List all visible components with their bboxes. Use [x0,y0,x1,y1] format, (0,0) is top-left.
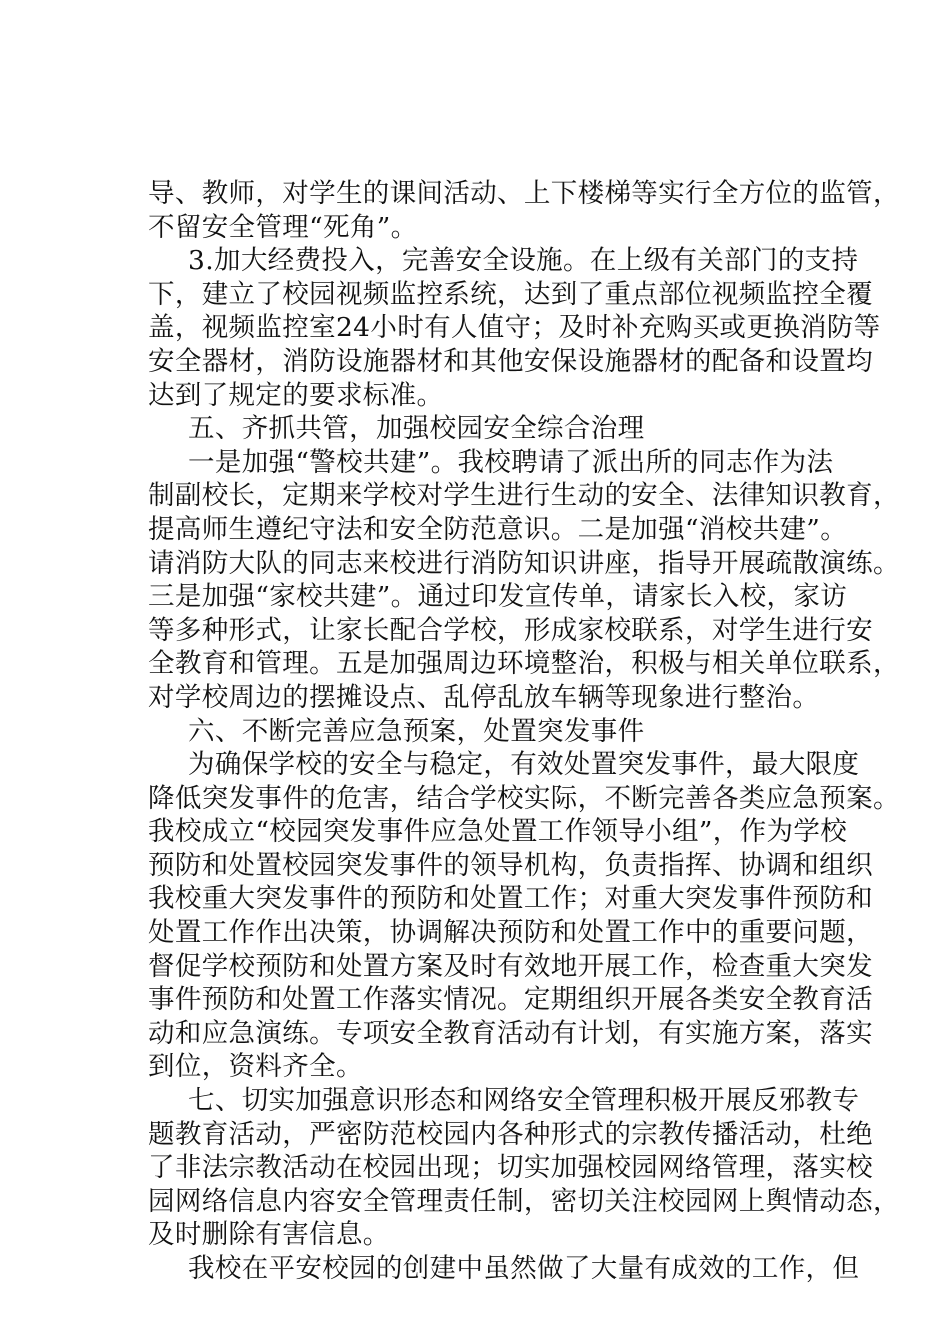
text-line: 园网络信息内容安全管理责任制，密切关注校园网上舆情动态， [148,1185,900,1217]
text-line: 制副校长，定期来学校对学生进行生动的安全、法律知识教育， [148,480,900,512]
text-line: 五、齐抓共管，加强校园安全综合治理 [188,413,645,445]
text-line: 到位，资料齐全。 [148,1051,363,1083]
text-line: 不留安全管理“死角”。 [148,211,418,243]
text-line: 六、不断完善应急预案，处置突发事件 [188,715,645,747]
text-line: 我校重大突发事件的预防和处置工作；对重大突发事件预防和 [148,883,873,915]
text-line: 全教育和管理。五是加强周边环境整治，积极与相关单位联系， [148,648,900,680]
text-line: 下，建立了校园视频监控系统，达到了重点部位视频监控全覆 [148,278,873,310]
text-line: 3.加大经费投入，完善安全设施。在上级有关部门的支持 [188,245,859,277]
text-line: 安全器材，消防设施器材和其他安保设施器材的配备和设置均 [148,345,873,377]
text-line: 题教育活动，严密防范校园内各种形式的宗教传播活动，杜绝 [148,1118,873,1150]
text-line: 预防和处置校园突发事件的领导机构，负责指挥、协调和组织 [148,849,873,881]
text-line: 为确保学校的安全与稳定，有效处置突发事件，最大限度 [188,749,860,781]
text-line: 提高师生遵纪守法和安全防范意识。二是加强“消校共建”。 [148,513,848,545]
text-line: 我校成立“校园突发事件应急处置工作领导小组”，作为学校 [148,816,848,848]
text-line: 盖，视频监控室24小时有人值守；及时补充购买或更换消防等 [148,312,881,344]
text-line: 降低突发事件的危害，结合学校实际，不断完善各类应急预案。 [148,782,900,814]
text-line: 等多种形式，让家长配合学校，形成家校联系，对学生进行安 [148,614,873,646]
text-line: 处置工作作出决策，协调解决预防和处置工作中的重要问题， [148,917,873,949]
text-line: 了非法宗教活动在校园出现；切实加强校园网络管理，落实校 [148,1152,873,1184]
text-line: 达到了规定的要求标准。 [148,379,444,411]
text-line: 我校在平安校园的创建中虽然做了大量有成效的工作，但 [188,1253,860,1284]
text-line: 三是加强“家校共建”。通过印发宣传单，请家长入校，家访 [148,581,848,613]
document-body [148,177,900,1286]
text-line: 及时删除有害信息。 [148,1219,390,1251]
text-line: 事件预防和处置工作落实情况。定期组织开展各类安全教育活 [148,984,873,1016]
text-line: 督促学校预防和处置方案及时有效地开展工作，检查重大突发 [148,950,873,982]
text-line: 对学校周边的摆摊设点、乱停乱放车辆等现象进行整治。 [148,681,820,713]
text-line: 导、教师，对学生的课间活动、上下楼梯等实行全方位的监管， [148,178,900,209]
text-line: 一是加强“警校共建”。我校聘请了派出所的同志作为法 [188,446,834,478]
text-line: 动和应急演练。专项安全教育活动有计划，有实施方案，落实 [148,1017,873,1049]
text-line: 七、切实加强意识形态和网络安全管理积极开展反邪教专 [188,1085,860,1117]
text-line: 请消防大队的同志来校进行消防知识讲座，指导开展疏散演练。 [148,547,900,579]
